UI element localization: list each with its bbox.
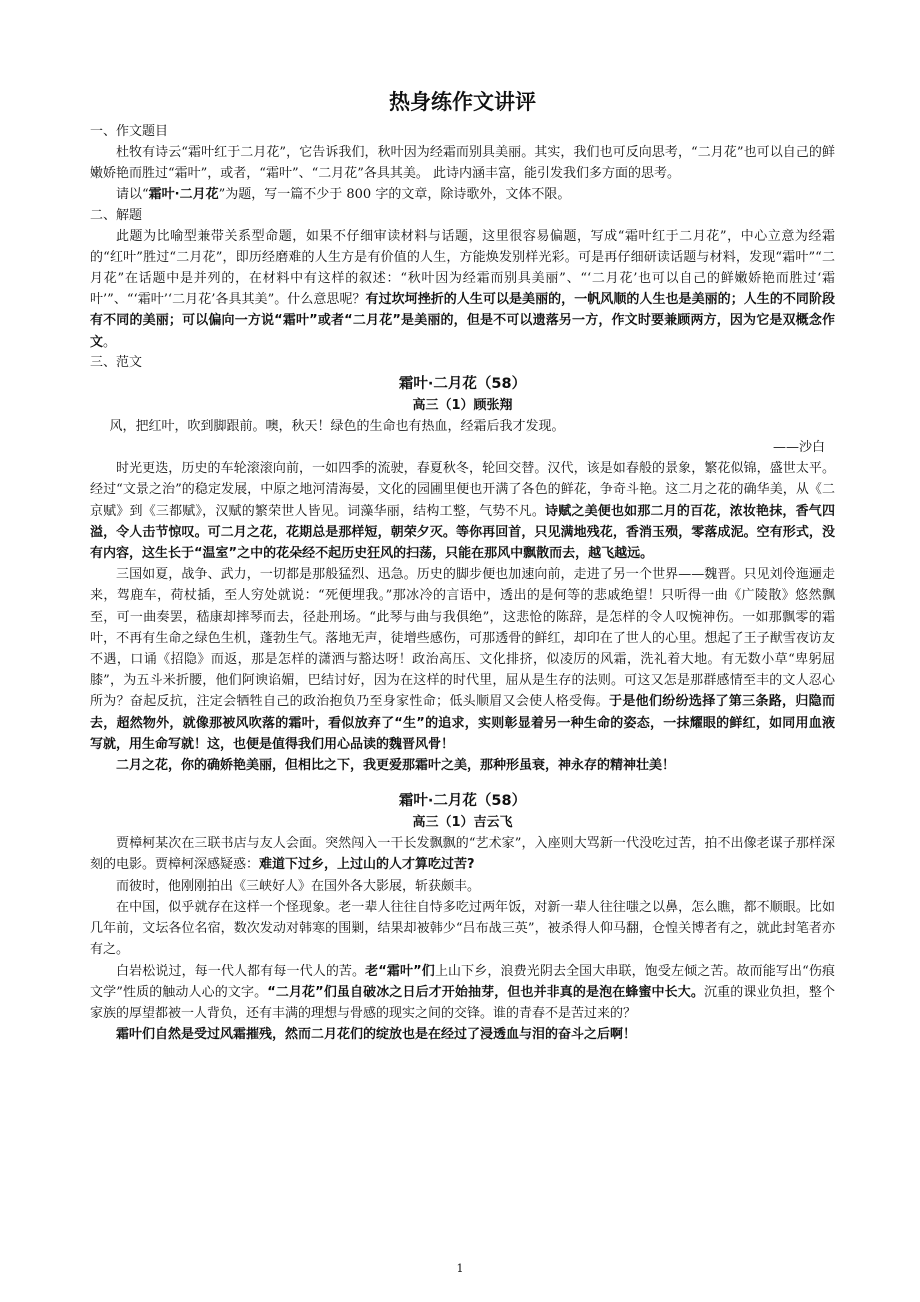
essay2-paragraph-2: 而彼时，他刚刚拍出《三峡好人》在国外各大影展，斩获颇丰。: [116, 878, 481, 894]
page-title: 热身练作文讲评: [389, 90, 536, 114]
text-span: 贾樟柯某次在三联书店与友人会面。突然闯入一干长发飘飘的“艺术家”，入座则大骂新一代没吃过苦，拍不出像老谋子那样深刻的电影。贾樟柯深感疑惑：: [90, 836, 835, 873]
topic-title: 霜叶·二月花: [148, 187, 219, 203]
spacer: [90, 776, 835, 790]
essay2-title: 霜叶·二月花（58）: [398, 793, 527, 810]
document-page: [90, 88, 835, 1045]
essay2-author: 高三（1）吉云飞: [412, 815, 513, 831]
essay2-paragraph-3: 在中国，似乎就存在这样一个怪现象。老一辈人往往自恃多吃过两年饭，对新一辈人往往嗤之以鼻，怎么瞧，都不顺眼。比如几年前，文坛各位名宿，数次发动对韩寒的围剿，结果却被韩少“吕布战三英”，被杀得人仰马翻，仓惶关博者有之，就此封笔者亦有之。: [90, 899, 835, 958]
section-heading-analysis: 二、解题: [90, 207, 143, 223]
essay1-paragraph-2: [90, 564, 835, 755]
text-span: 。: [103, 334, 117, 350]
prompt-instruction: [90, 184, 835, 205]
essay1-paragraph-1: [90, 458, 835, 564]
text-span: 时光更迭，历史的车轮滚滚向前，一如四季的流驶，春夏秋冬，轮回交替。汉代，该是如春般的景象，繁花似锦，盛世太平。经过“文景之治”的稳定发展，中原之地河清海晏，文化的园圃里便也开满了各色的鲜花，争奇斗艳。这二月之花的确华美，从《二京赋》到《三都赋》，汉赋的繁荣世人皆见。词藻华丽，结构工整，气势不凡。: [90, 461, 835, 519]
essay2-paragraph-5: [90, 1024, 835, 1045]
essay1-paragraph-3: [90, 755, 835, 776]
essay2-emphasis-1: 难道下过乡，上过山的人才算吃过苦?: [259, 857, 475, 873]
section-heading-prompt: 一、作文题目: [90, 124, 169, 139]
text-span: 此题为比喻型兼带关系型命题，如果不仔细审读材料与话题，这里很容易偏题，写成“霜叶红于二月花”，中心立意为经霜的“红叶”胜过“二月花”，即历经磨难的人生方是有价值的人生，方能焕发别样光彩。可是再仔细研读话题与材料，发现“霜叶”“二月花”在话题中是并列的，在材料中有这样的叙述：“秋叶因为经霜而别具美丽”、“‘二月花’也可以自己的鲜嫩娇艳而胜过‘霜叶’”、“‘霜叶’‘二月花’各具其美”。什么意思呢？: [90, 228, 835, 308]
essay1-emphasis-3: 二月之花，你的确娇艳美丽，但相比之下，我更爱那霜叶之美，那种形虽衰，神永存的精神壮美！: [116, 758, 676, 774]
essay1-title: 霜叶·二月花（58）: [398, 375, 527, 392]
prompt-paragraph: 杜牧有诗云“霜叶红于二月花”，它告诉我们，秋叶因为经霜而别具美丽。其实，我们也可反向思考，“二月花”也可以自己的鲜嫩娇艳而胜过“霜叶”，或者，“霜叶”、“二月花”各具其美。 此诗内涵丰富，能引发我们多方面的思考。: [90, 145, 835, 182]
analysis-emphasis: 有过坎坷挫折的人生可以是美丽的，一帆风顺的人生也是美丽的；人生的不同阶段有不同的美丽；可以偏向一方说“霜叶”或者“二月花”是美丽的，但是不可以遗落另一方，作文时要兼顾两方，因为它是双概念作文: [90, 292, 835, 350]
essay1-emphasis-1: 诗赋之美便也如那二月的百花，浓妆艳抹，香气四溢，令人击节惊叹。可二月之花，花期总是那样短，朝荣夕灭。等你再回首，只见满地残花，香消玉殒，零落成泥。空有形式，没有内容，这生长于“温室”之中的花朵经不起历史狂风的扫荡，只能在那风中飘散而去，越飞越远。: [90, 503, 835, 562]
essay2-paragraph-1: [90, 833, 835, 875]
page-number: 1: [456, 1262, 464, 1275]
text-span: 请以“: [116, 187, 149, 203]
text-span: 上山下乡，浪费光阴去全国大串联，饱受左倾之苦。故而能写出“伤痕文学”性质的触动人心的文字。: [90, 963, 835, 1000]
section-heading-essays: 三、范文: [90, 354, 143, 370]
essay2-emphasis-3: “二月花”们虽自破冰之日后才开始抽芽，但也并非真的是泡在蜂蜜中长大。: [267, 984, 704, 1000]
text-span: 白岩松说过，每一代人都有每一代人的苦。: [116, 963, 366, 979]
essay1-quote-source: ——沙白: [772, 440, 825, 456]
essay1-quote: 风，把红叶，吹到脚跟前。噢，秋天！绿色的生命也有热血，经霜后我才发现。: [109, 418, 565, 434]
essay2-emphasis-4: 霜叶们自然是受过风霜摧残，然而二月花们的绽放也是在经过了浸透血与泪的奋斗之后啊！: [116, 1027, 637, 1043]
text-span: 三国如夏，战争、武力，一切都是那般猛烈、迅急。历史的脚步便也加速向前，走进了另一个世界——魏晋。只见刘伶迤逦走来，驾鹿车，荷杖插，至人穷处就说：“死便埋我。”那冰冷的言语中，透出的是何等的悲戚绝望！只听得一曲《广陵散》悠然飘至，可一曲奏罢，嵇康却摔琴而去，径赴刑场。“此琴与曲与我俱绝”，这悲怆的陈辞，是怎样的令人叹惋神伤。一如那飘零的霜叶，不再有生命之绿色生机，蓬勃生气。落地无声，徒增些感伤，可那透骨的鲜红，却印在了世人的心里。想起了王子猷雪夜访友不遇，口诵《招隐》而返，那是怎样的潇洒与豁达呀！政治高压、文化排挤，似凌厉的风霜，洗礼着大地。有无数小草“卑躬屈膝”，为五斗米折腰，他们阿谀谄媚，巴结讨好，因为在这样的时代里，屈从是生存的法则。可这又怎是那群感情至丰的文人忍心所为？奋起反抗，注定会牺牲自己的政治抱负乃至身家性命；低头顺眉又会使人格受侮。: [90, 567, 835, 710]
essay2-paragraph-4: [90, 961, 835, 1025]
text-span: 沉重的课业负担，整个家族的厚望都被一人背负，还有丰满的理想与骨感的现实之间的交锋。谁的青春不是苦过来的？: [90, 984, 835, 1021]
essay2-emphasis-2: 老“霜叶”们: [365, 963, 435, 979]
analysis-paragraph: [90, 226, 835, 353]
essay1-author: 高三（1）顾张翔: [412, 397, 513, 413]
essay1-emphasis-2: 于是他们纷纷选择了第三条路，归隐而去，超然物外，就像那被风吹落的霜叶，看似放弃了“生”的追求，实则彰显着另一种生命的姿态，一抹耀眼的鲜红，如同用血液写就，用生命写就！这，也便是值得我们用心品读的魏晋风骨！: [90, 694, 835, 752]
text-span: ”为题，写一篇不少于 800 字的文章，除诗歌外，文体不限。: [218, 187, 571, 203]
